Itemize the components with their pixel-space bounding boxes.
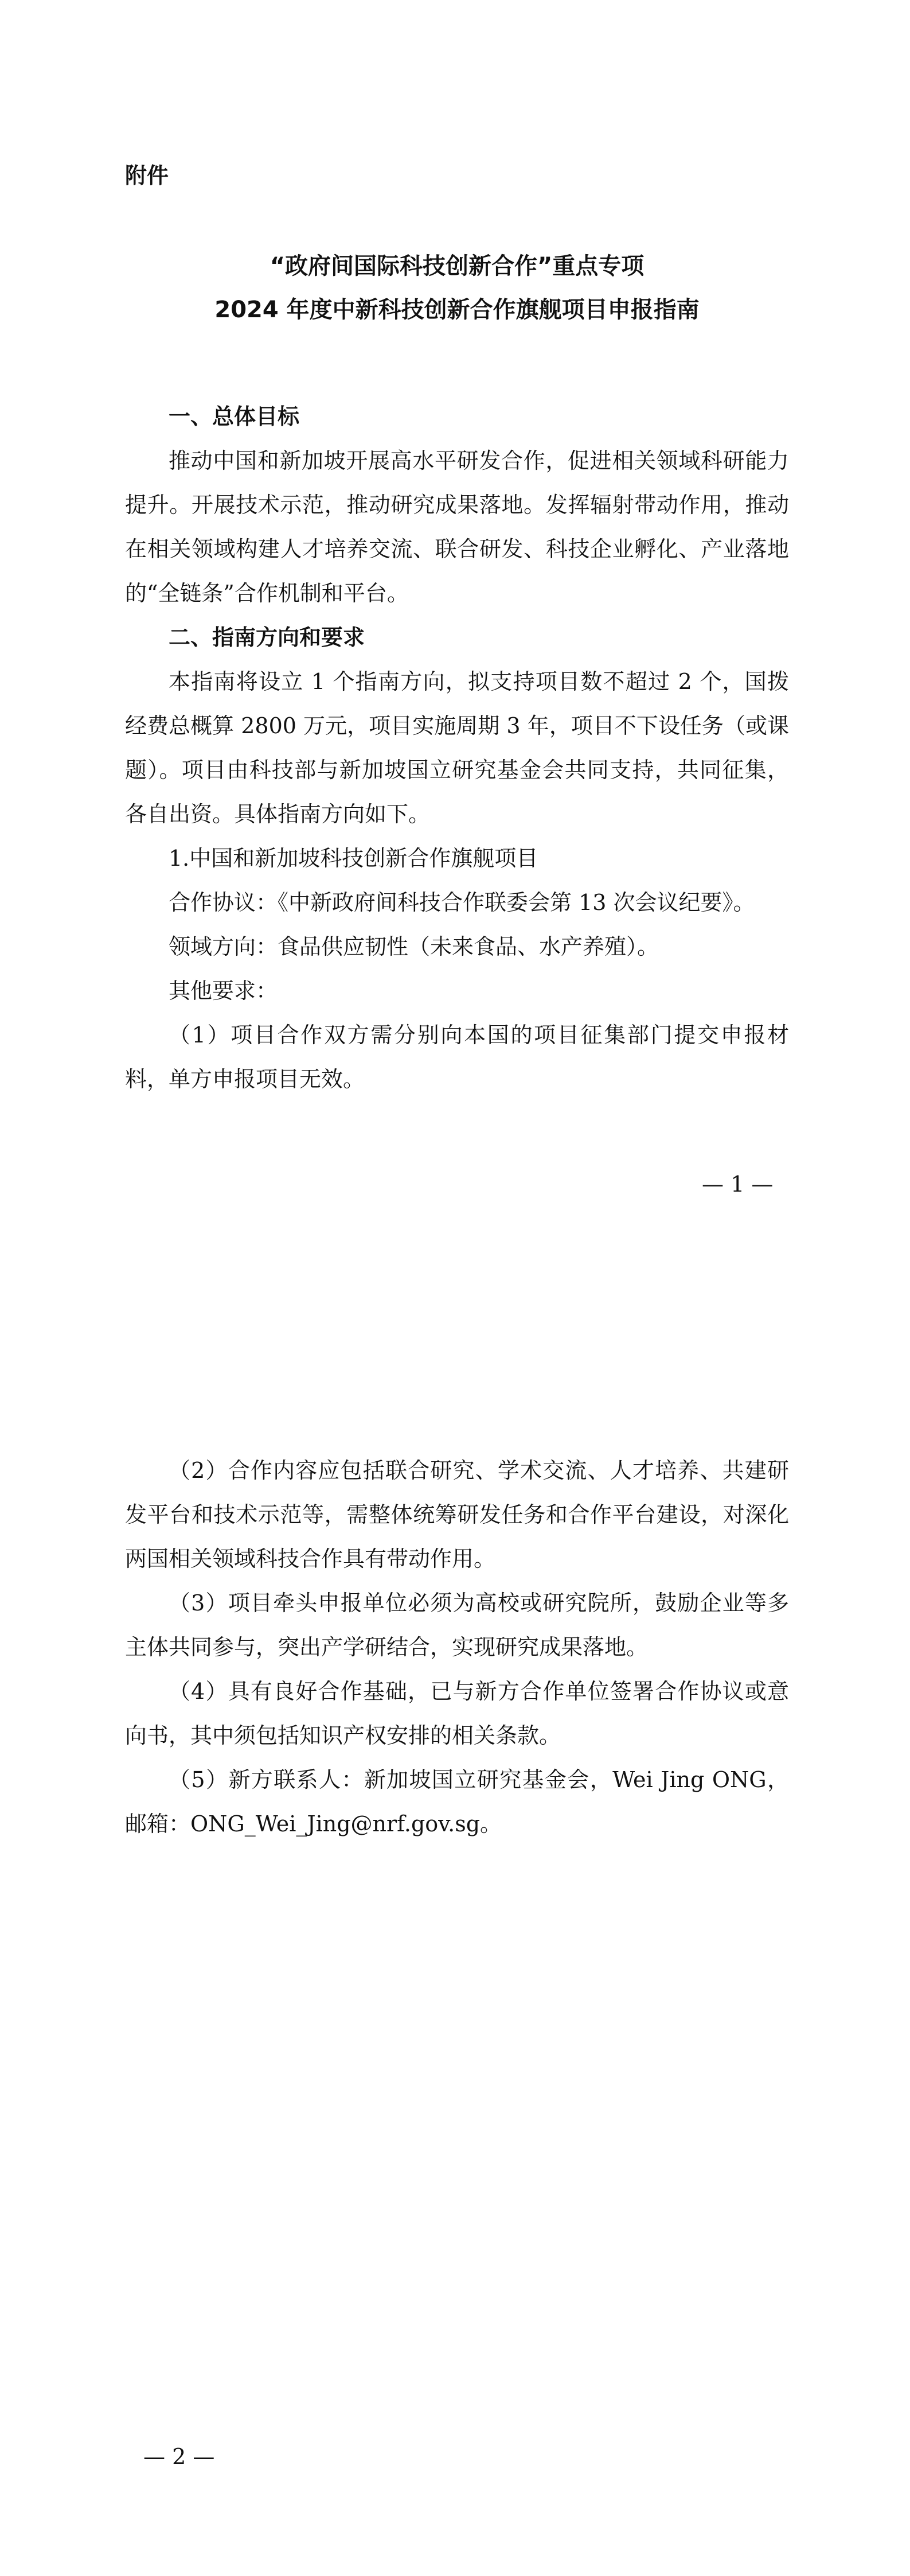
title-line-2: 2024 年度中新科技创新合作旗舰项目申报指南 — [214, 297, 700, 323]
requirement-1: （1）项目合作双方需分别向本国的项目征集部门提交申报材料，单方申报项目无效。 — [125, 1022, 789, 1092]
page-number-2: — 2 — — [143, 2444, 215, 2469]
page-1-content — [125, 162, 789, 1102]
section-2-heading: 二、指南方向和要求 — [169, 625, 365, 650]
direction-title: 1.中国和新加坡科技创新合作旗舰项目 — [169, 846, 538, 871]
page-number-1: — 1 — — [702, 1172, 774, 1197]
section-2-paragraph: 本指南将设立 1 个指南方向，拟支持项目数不超过 2 个，国拨经费总概算 2800 万元，项目实施周期 3 年，项目不下设任务（或课题）。项目由科技部与新加坡国立研究基金会共同支持，共同征集，各自出资。具体指南方向如下。 — [125, 669, 789, 827]
requirement-3: （3）项目牵头申报单位必须为高校或研究院所，鼓励企业等多主体共同参与，突出产学研结合，实现研究成果落地。 — [125, 1590, 789, 1660]
attachment-label: 附件 — [125, 163, 169, 188]
page-2-content — [125, 1449, 789, 1846]
requirement-5: （5）新方联系人：新加坡国立研究基金会，Wei Jing ONG，邮箱：ONG_Wei_Jing@nrf.gov.sg。 — [125, 1767, 789, 1836]
document-title — [125, 244, 789, 332]
field-direction: 领域方向：食品供应韧性（未来食品、水产养殖）。 — [169, 934, 659, 959]
requirement-4: （4）具有良好合作基础，已与新方合作单位签署合作协议或意向书，其中须包括知识产权安排的相关条款。 — [125, 1679, 789, 1748]
section-1-heading: 一、总体目标 — [169, 404, 300, 429]
requirement-2: （2）合作内容应包括联合研究、学术交流、人才培养、共建研发平台和技术示范等，需整体统筹研发任务和合作平台建设，对深化两国相关领域科技合作具有带动作用。 — [125, 1458, 789, 1571]
document-page-2 — [0, 1288, 910, 2576]
title-line-1: “政府间国际科技创新合作”重点专项 — [270, 253, 645, 279]
other-requirements-label: 其他要求： — [169, 978, 278, 1003]
section-1-paragraph: 推动中国和新加坡开展高水平研发合作，促进相关领域科研能力提升。开展技术示范，推动研究成果落地。发挥辐射带动作用，推动在相关领域构建人才培养交流、联合研发、科技企业孵化、产业落地的“全链条”合作机制和平台。 — [125, 448, 789, 606]
cooperation-agreement: 合作协议：《中新政府间科技合作联委会第 13 次会议纪要》。 — [169, 890, 755, 915]
